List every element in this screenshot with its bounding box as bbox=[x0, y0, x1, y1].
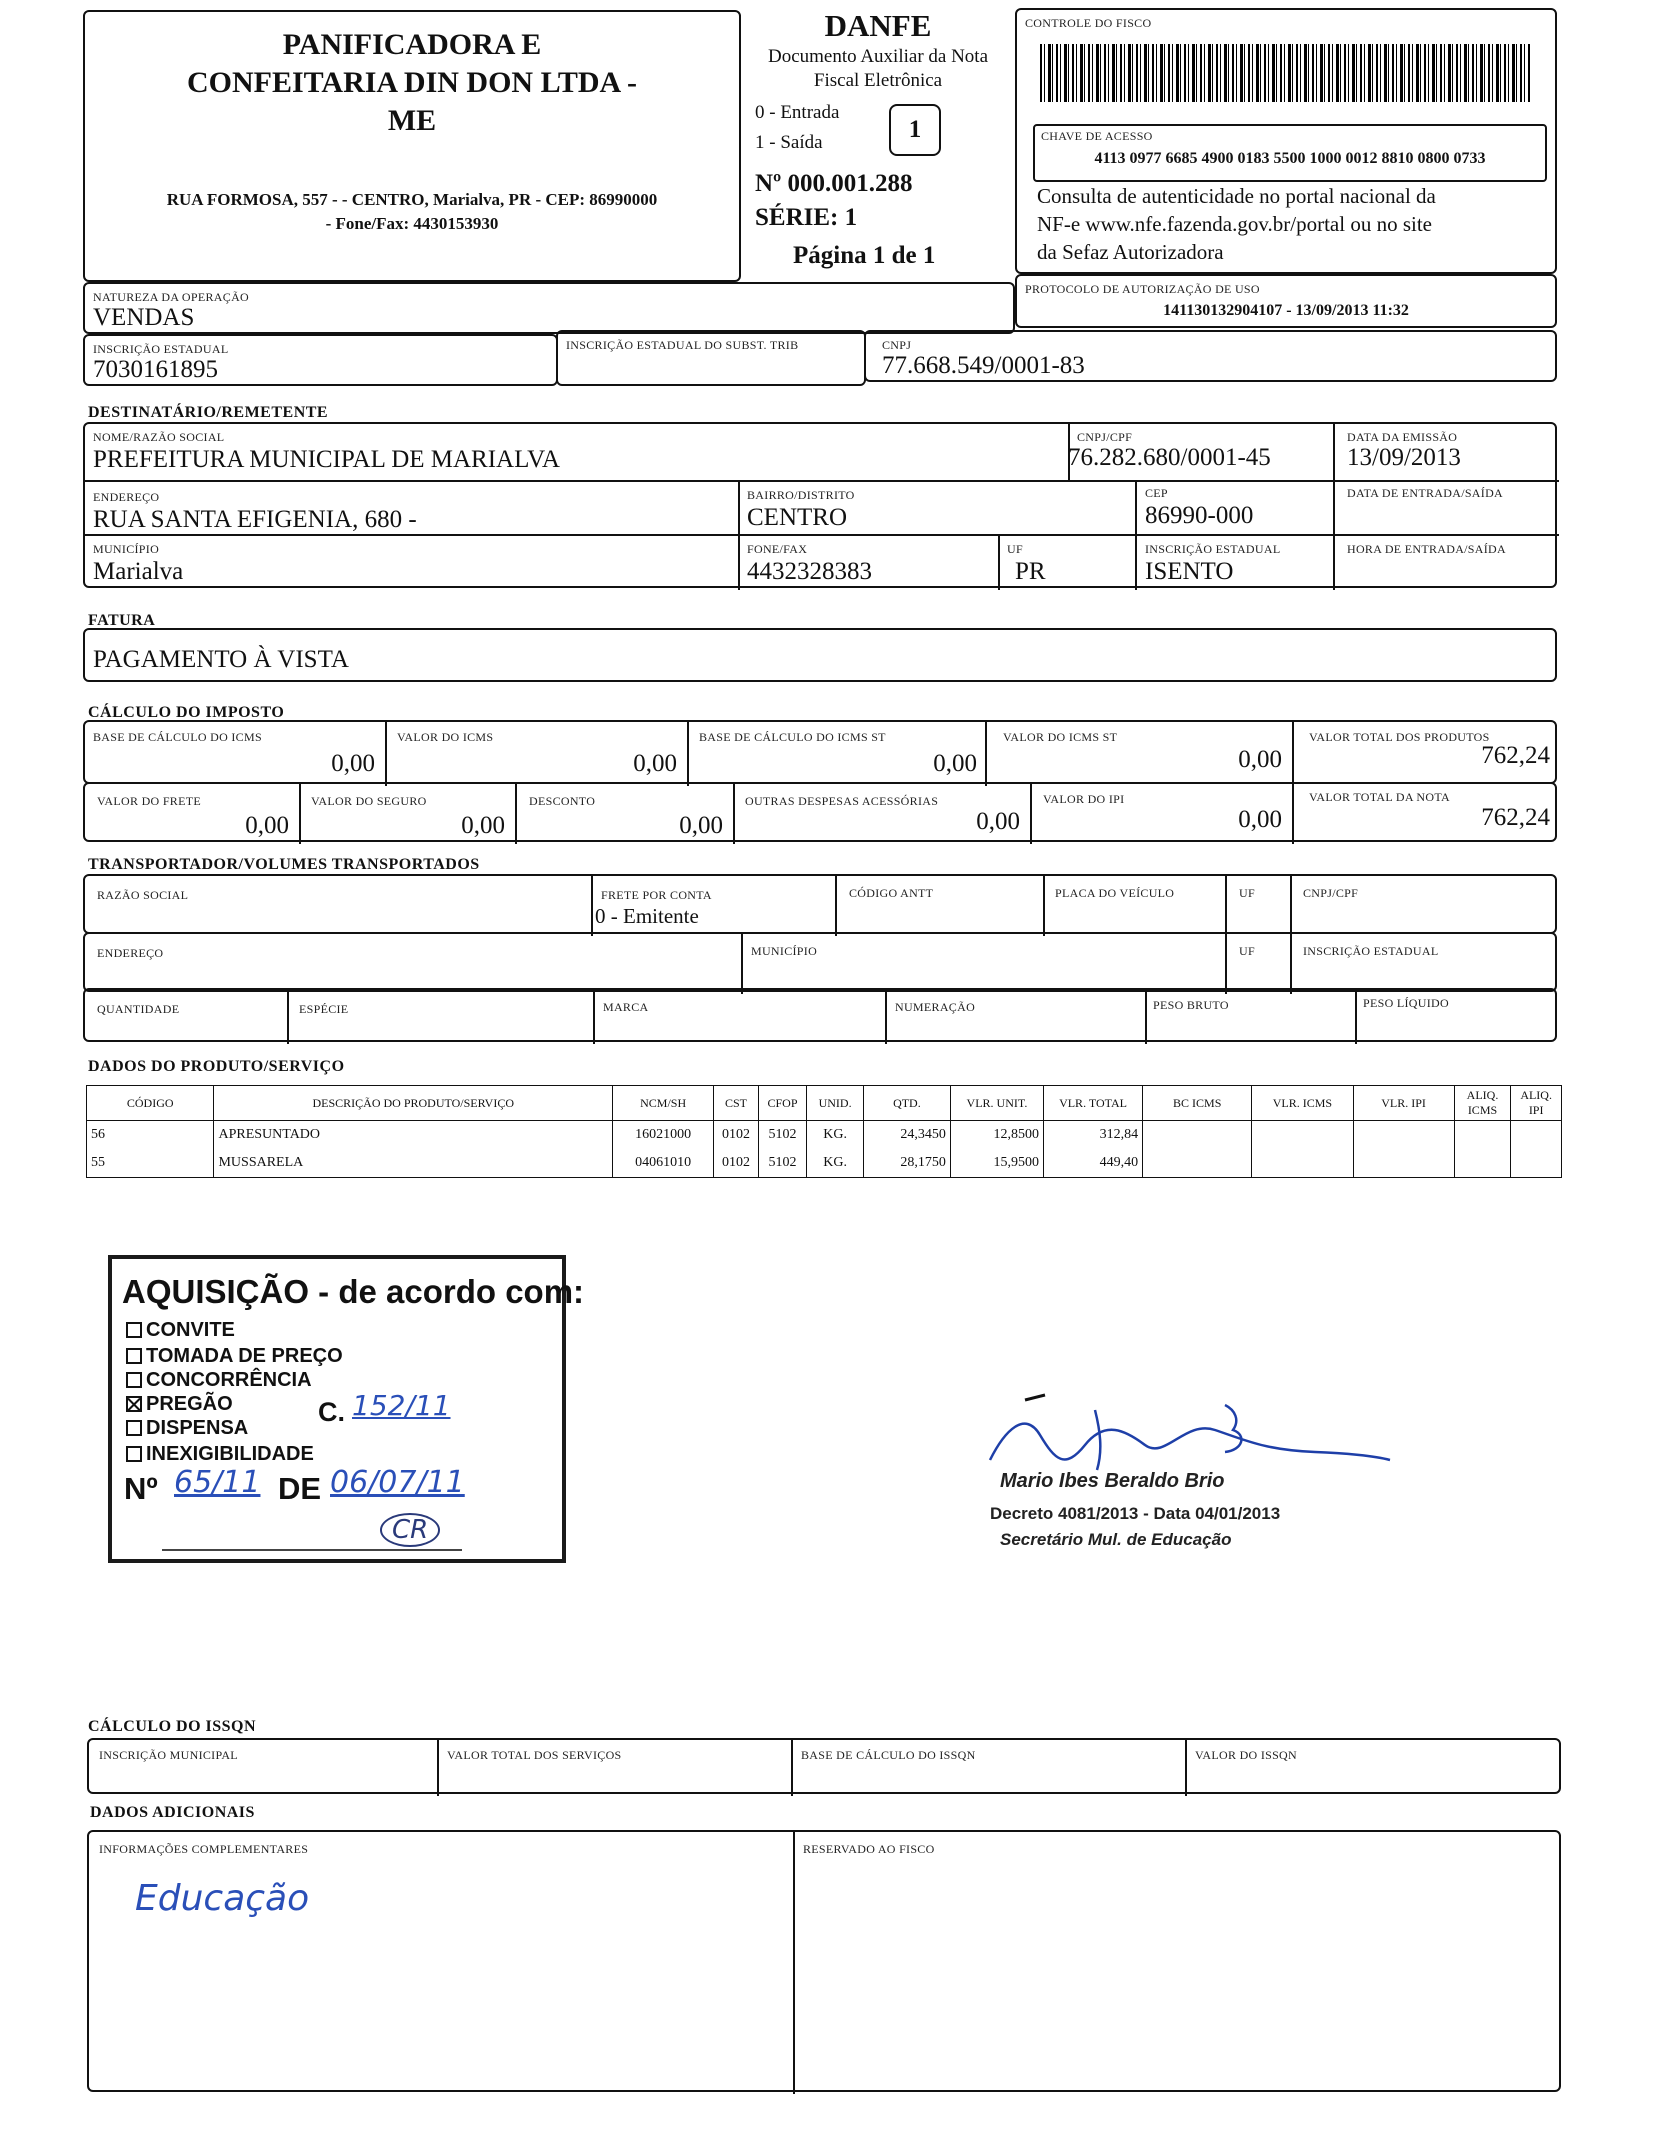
dest-uf-value: PR bbox=[1015, 558, 1046, 585]
transp-frete-label: FRETE POR CONTA bbox=[601, 888, 712, 902]
issqn-total-label: VALOR TOTAL DOS SERVIÇOS bbox=[447, 1748, 622, 1762]
total-nota-label: VALOR TOTAL DA NOTA bbox=[1309, 790, 1451, 804]
dest-endereco-label: ENDEREÇO bbox=[93, 490, 160, 504]
ipi-label: VALOR DO IPI bbox=[1043, 792, 1125, 806]
fatura-box bbox=[83, 628, 1557, 682]
valor-icms-label: VALOR DO ICMS bbox=[397, 730, 494, 744]
produtos-col-header: VLR. UNIT. bbox=[950, 1086, 1043, 1121]
transp-antt-label: CÓDIGO ANTT bbox=[849, 886, 934, 900]
total-produtos-value: 762,24 bbox=[1481, 742, 1550, 769]
table-cell: 28,1750 bbox=[863, 1149, 950, 1178]
stamp-opt-dispensa bbox=[126, 1417, 248, 1440]
stamp-opt-concorrencia bbox=[126, 1369, 312, 1392]
danfe-tipo-box bbox=[889, 104, 941, 156]
dest-fone-label: FONE/FAX bbox=[747, 542, 808, 556]
danfe-header bbox=[743, 6, 1013, 282]
transp-cnpj-label: CNPJ/CPF bbox=[1303, 886, 1359, 900]
destinatario-section: DESTINATÁRIO/REMETENTE bbox=[88, 404, 329, 421]
transp-peso-bruto-label: PESO BRUTO bbox=[1153, 998, 1229, 1012]
table-cell: 55 bbox=[87, 1149, 214, 1178]
danfe-tipo: 1 bbox=[908, 116, 922, 143]
issuer-address-line2: - Fone/Fax: 4430153930 bbox=[325, 214, 499, 233]
protocolo-value: 141130132904107 - 13/09/2013 11:32 bbox=[1163, 302, 1409, 319]
table-cell bbox=[1353, 1149, 1454, 1178]
produtos-col-header: QTD. bbox=[863, 1086, 950, 1121]
table-cell: 0102 bbox=[714, 1149, 759, 1178]
consulta-line3: da Sefaz Autorizadora bbox=[1037, 240, 1224, 264]
table-cell bbox=[1353, 1121, 1454, 1150]
produtos-col-header: NCM/SH bbox=[613, 1086, 714, 1121]
ie-value: 7030161895 bbox=[93, 356, 218, 383]
dest-emissao-value: 13/09/2013 bbox=[1347, 444, 1461, 471]
transp-ie-label: INSCRIÇÃO ESTADUAL bbox=[1303, 944, 1439, 958]
barcode bbox=[1040, 44, 1530, 102]
stamp-opt-dispensa-label: DISPENSA bbox=[146, 1417, 249, 1439]
table-cell: 312,84 bbox=[1043, 1121, 1142, 1150]
cnpj-label: CNPJ bbox=[882, 338, 912, 352]
dest-uf-label: UF bbox=[1007, 542, 1023, 556]
signature-decreto: Decreto 4081/2013 - Data 04/01/2013 bbox=[990, 1504, 1281, 1523]
desconto-value: 0,00 bbox=[679, 812, 723, 839]
table-cell: 15,9500 bbox=[950, 1149, 1043, 1178]
imposto-row2 bbox=[83, 782, 1557, 842]
stamp-initials: CR bbox=[380, 1513, 440, 1547]
table-cell: MUSSARELA bbox=[214, 1149, 613, 1178]
produtos-col-header: CST bbox=[714, 1086, 759, 1121]
dest-cep-value: 86990-000 bbox=[1145, 502, 1254, 529]
stamp-opt-concorrencia-label: CONCORRÊNCIA bbox=[146, 1369, 312, 1391]
table-cell bbox=[1454, 1149, 1511, 1178]
reservado-fisco-label: RESERVADO AO FISCO bbox=[803, 1842, 935, 1856]
dest-ie-value: ISENTO bbox=[1145, 558, 1234, 585]
table-cell bbox=[1511, 1121, 1562, 1150]
transp-razao-label: RAZÃO SOCIAL bbox=[97, 888, 189, 902]
dest-entrada-saida-label: DATA DE ENTRADA/SAÍDA bbox=[1347, 486, 1504, 500]
danfe-saida: 1 - Saída bbox=[755, 132, 823, 153]
dest-cnpj-value: 76.282.680/0001-45 bbox=[1068, 444, 1271, 471]
stamp-opt-tomada-label: TOMADA DE PREÇO bbox=[146, 1345, 343, 1367]
table-cell: 16021000 bbox=[613, 1121, 714, 1150]
transp-quantidade-label: QUANTIDADE bbox=[97, 1002, 180, 1016]
base-icms-value: 0,00 bbox=[331, 750, 375, 777]
stamp-title: AQUISIÇÃO - de acordo com: bbox=[122, 1273, 585, 1310]
protocolo-box bbox=[1015, 274, 1557, 328]
table-cell: 5102 bbox=[758, 1121, 807, 1150]
stamp-de-value: 06/07/11 bbox=[330, 1465, 465, 1500]
transportador-row3 bbox=[83, 988, 1557, 1042]
produtos-col-header: CÓDIGO bbox=[87, 1086, 214, 1121]
cnpj-box bbox=[864, 330, 1557, 382]
dest-nome-label: NOME/RAZÃO SOCIAL bbox=[93, 430, 225, 444]
table-cell bbox=[1143, 1149, 1252, 1178]
stamp-opt-tomada bbox=[126, 1345, 343, 1368]
produtos-col-header: VLR. IPI bbox=[1353, 1086, 1454, 1121]
dest-municipio-label: MUNICÍPIO bbox=[93, 542, 160, 556]
info-complementares-label: INFORMAÇÕES COMPLEMENTARES bbox=[99, 1842, 309, 1856]
dest-municipio-value: Marialva bbox=[93, 558, 184, 585]
ipi-value: 0,00 bbox=[1238, 806, 1282, 833]
dest-hora-label: HORA DE ENTRADA/SAÍDA bbox=[1347, 542, 1506, 556]
produtos-col-header: VLR. TOTAL bbox=[1043, 1086, 1142, 1121]
stamp-c-value: 152/11 bbox=[352, 1389, 451, 1422]
produtos-table bbox=[86, 1085, 1562, 1178]
fatura-value: PAGAMENTO À VISTA bbox=[93, 646, 349, 673]
info-handwritten: Educação bbox=[135, 1878, 310, 1919]
ie-box bbox=[83, 334, 558, 386]
total-produtos-label: VALOR TOTAL DOS PRODUTOS bbox=[1309, 730, 1490, 744]
produtos-col-header: DESCRIÇÃO DO PRODUTO/SERVIÇO bbox=[214, 1086, 613, 1121]
checkbox-icon bbox=[126, 1446, 142, 1462]
produtos-header-row bbox=[87, 1086, 1562, 1121]
stamp-opt-inexigibilidade-label: INEXIGIBILIDADE bbox=[146, 1443, 314, 1465]
valor-st-value: 0,00 bbox=[1238, 746, 1282, 773]
stamp-opt-convite bbox=[126, 1319, 235, 1342]
valor-icms-value: 0,00 bbox=[633, 750, 677, 777]
desconto-label: DESCONTO bbox=[529, 794, 596, 808]
frete-label: VALOR DO FRETE bbox=[97, 794, 201, 808]
natureza-value: VENDAS bbox=[93, 304, 195, 331]
stamp-n-value: 65/11 bbox=[174, 1465, 261, 1500]
table-cell bbox=[1454, 1121, 1511, 1150]
checkbox-icon bbox=[126, 1420, 142, 1436]
natureza-label: NATUREZA DA OPERAÇÃO bbox=[93, 290, 250, 304]
cnpj-value: 77.668.549/0001-83 bbox=[882, 352, 1085, 379]
valor-st-label: VALOR DO ICMS ST bbox=[1003, 730, 1118, 744]
transp-uf-label: UF bbox=[1239, 886, 1255, 900]
table-cell: 0102 bbox=[714, 1121, 759, 1150]
checkbox-icon bbox=[126, 1372, 142, 1388]
table-row bbox=[87, 1149, 1562, 1178]
danfe-serie: SÉRIE: 1 bbox=[755, 204, 858, 231]
produtos-col-header: ALIQ. IPI bbox=[1511, 1086, 1562, 1121]
chave-acesso: 4113 0977 6685 4900 0183 5500 1000 0012 8810 0800 0733 bbox=[1094, 150, 1486, 167]
seguro-label: VALOR DO SEGURO bbox=[311, 794, 427, 808]
signature-name: Mario Ibes Beraldo Brio bbox=[1000, 1470, 1225, 1492]
stamp-n-label: Nº bbox=[124, 1471, 158, 1506]
checked-checkbox-icon bbox=[126, 1396, 142, 1412]
issqn-im-label: INSCRIÇÃO MUNICIPAL bbox=[99, 1748, 238, 1762]
checkbox-icon bbox=[126, 1348, 142, 1364]
produtos-col-header: CFOP bbox=[758, 1086, 807, 1121]
table-cell bbox=[1252, 1149, 1353, 1178]
danfe-numero: Nº 000.001.288 bbox=[755, 170, 913, 197]
produtos-col-header: VLR. ICMS bbox=[1252, 1086, 1353, 1121]
checkbox-icon bbox=[126, 1322, 142, 1338]
produtos-col-header: UNID. bbox=[807, 1086, 864, 1121]
outras-value: 0,00 bbox=[976, 808, 1020, 835]
table-cell: 04061010 bbox=[613, 1149, 714, 1178]
fatura-section: FATURA bbox=[88, 612, 156, 629]
danfe-subtitle-line1: Documento Auxiliar da Nota bbox=[767, 46, 989, 67]
transp-numeracao-label: NUMERAÇÃO bbox=[895, 1000, 976, 1014]
transp-endereco-label: ENDEREÇO bbox=[97, 946, 164, 960]
base-st-value: 0,00 bbox=[933, 750, 977, 777]
stamp-opt-pregao-label: PREGÃO bbox=[146, 1393, 233, 1415]
imposto-row1 bbox=[83, 720, 1557, 784]
dest-nome-value: PREFEITURA MUNICIPAL DE MARIALVA bbox=[93, 446, 560, 473]
issqn-base-label: BASE DE CÁLCULO DO ISSQN bbox=[801, 1748, 976, 1762]
stamp-opt-pregao bbox=[126, 1393, 233, 1416]
transp-placa-label: PLACA DO VEÍCULO bbox=[1055, 886, 1175, 900]
dest-endereco-value: RUA SANTA EFIGENIA, 680 - bbox=[93, 506, 417, 533]
transp-frete-value: 0 - Emitente bbox=[595, 904, 699, 928]
dest-bairro-value: CENTRO bbox=[747, 504, 847, 531]
transp-municipio-label: MUNICÍPIO bbox=[751, 944, 818, 958]
table-cell: KG. bbox=[807, 1121, 864, 1150]
table-cell: 5102 bbox=[758, 1149, 807, 1178]
chave-label: CHAVE DE ACESSO bbox=[1041, 129, 1153, 143]
adicionais-box bbox=[87, 1830, 1561, 2092]
table-cell: APRESUNTADO bbox=[214, 1121, 613, 1150]
table-cell bbox=[1511, 1149, 1562, 1178]
ie-st-label: INSCRIÇÃO ESTADUAL DO SUBST. TRIB bbox=[566, 338, 799, 352]
issuer-box bbox=[83, 10, 741, 282]
dest-emissao-label: DATA DA EMISSÃO bbox=[1347, 430, 1458, 444]
issuer-name-line3: ME bbox=[387, 104, 437, 137]
outras-label: OUTRAS DESPESAS ACESSÓRIAS bbox=[745, 794, 939, 808]
transportador-row1 bbox=[83, 874, 1557, 934]
ie-st-box bbox=[556, 330, 866, 386]
dest-fone-value: 4432328383 bbox=[747, 558, 872, 585]
imposto-section: CÁLCULO DO IMPOSTO bbox=[88, 704, 285, 721]
produtos-col-header: ALIQ. ICMS bbox=[1454, 1086, 1511, 1121]
issuer-name-line1: PANIFICADORA E bbox=[282, 28, 542, 61]
ie-label: INSCRIÇÃO ESTADUAL bbox=[93, 342, 229, 356]
natureza-box bbox=[83, 282, 1015, 334]
transp-peso-liquido-label: PESO LÍQUIDO bbox=[1363, 996, 1449, 1010]
table-row bbox=[87, 1121, 1562, 1150]
dest-cep-label: CEP bbox=[1145, 486, 1168, 500]
dest-cnpj-label: CNPJ/CPF bbox=[1077, 430, 1133, 444]
adicionais-section: DADOS ADICIONAIS bbox=[90, 1804, 255, 1821]
issqn-box bbox=[87, 1738, 1561, 1794]
base-st-label: BASE DE CÁLCULO DO ICMS ST bbox=[699, 730, 886, 744]
chave-box bbox=[1033, 124, 1547, 182]
frete-value: 0,00 bbox=[245, 812, 289, 839]
issqn-section: CÁLCULO DO ISSQN bbox=[88, 1718, 257, 1735]
table-cell bbox=[1252, 1121, 1353, 1150]
produtos-col-header: BC ICMS bbox=[1143, 1086, 1252, 1121]
table-cell: 12,8500 bbox=[950, 1121, 1043, 1150]
stamp-opt-convite-label: CONVITE bbox=[146, 1319, 235, 1341]
danfe-pagina: Página 1 de 1 bbox=[793, 242, 936, 269]
issuer-name-line2: CONFEITARIA DIN DON LTDA - bbox=[186, 66, 638, 99]
transportador-section: TRANSPORTADOR/VOLUMES TRANSPORTADOS bbox=[88, 856, 480, 873]
danfe-entrada: 0 - Entrada bbox=[755, 102, 840, 123]
total-nota-value: 762,24 bbox=[1481, 804, 1550, 831]
danfe-title: DANFE bbox=[824, 8, 932, 43]
consulta-line1: Consulta de autenticidade no portal nacional da bbox=[1037, 184, 1436, 208]
stamp-c-label: C. bbox=[318, 1397, 345, 1427]
issqn-valor-label: VALOR DO ISSQN bbox=[1195, 1748, 1297, 1762]
stamp-opt-inexigibilidade bbox=[126, 1443, 314, 1466]
dest-ie-label: INSCRIÇÃO ESTADUAL bbox=[1145, 542, 1281, 556]
destinatario-box bbox=[83, 422, 1557, 588]
signature-cargo: Secretário Mul. de Educação bbox=[1000, 1530, 1232, 1549]
transp-uf2-label: UF bbox=[1239, 944, 1255, 958]
produtos-section: DADOS DO PRODUTO/SERVIÇO bbox=[88, 1058, 345, 1075]
table-cell bbox=[1143, 1121, 1252, 1150]
transportador-row2 bbox=[83, 932, 1557, 992]
table-cell: 56 bbox=[87, 1121, 214, 1150]
seguro-value: 0,00 bbox=[461, 812, 505, 839]
consulta-line2: NF-e www.nfe.fazenda.gov.br/portal ou no site bbox=[1037, 212, 1432, 236]
table-cell: KG. bbox=[807, 1149, 864, 1178]
table-cell: 449,40 bbox=[1043, 1149, 1142, 1178]
controle-fisco-label: CONTROLE DO FISCO bbox=[1025, 16, 1152, 30]
transp-marca-label: MARCA bbox=[603, 1000, 649, 1014]
base-icms-label: BASE DE CÁLCULO DO ICMS bbox=[93, 730, 262, 744]
transp-especie-label: ESPÉCIE bbox=[299, 1002, 349, 1016]
danfe-subtitle-line2: Fiscal Eletrônica bbox=[813, 70, 943, 91]
produtos-body bbox=[87, 1121, 1562, 1178]
aquisicao-stamp bbox=[108, 1255, 585, 1563]
table-cell: 24,3450 bbox=[863, 1121, 950, 1150]
protocolo-label: PROTOCOLO DE AUTORIZAÇÃO DE USO bbox=[1025, 282, 1260, 296]
issuer-address-line1: RUA FORMOSA, 557 - - CENTRO, Marialva, PR - CEP: 86990000 bbox=[166, 190, 658, 209]
dest-bairro-label: BAIRRO/DISTRITO bbox=[747, 488, 855, 502]
stamp-de-label: DE bbox=[278, 1471, 322, 1506]
